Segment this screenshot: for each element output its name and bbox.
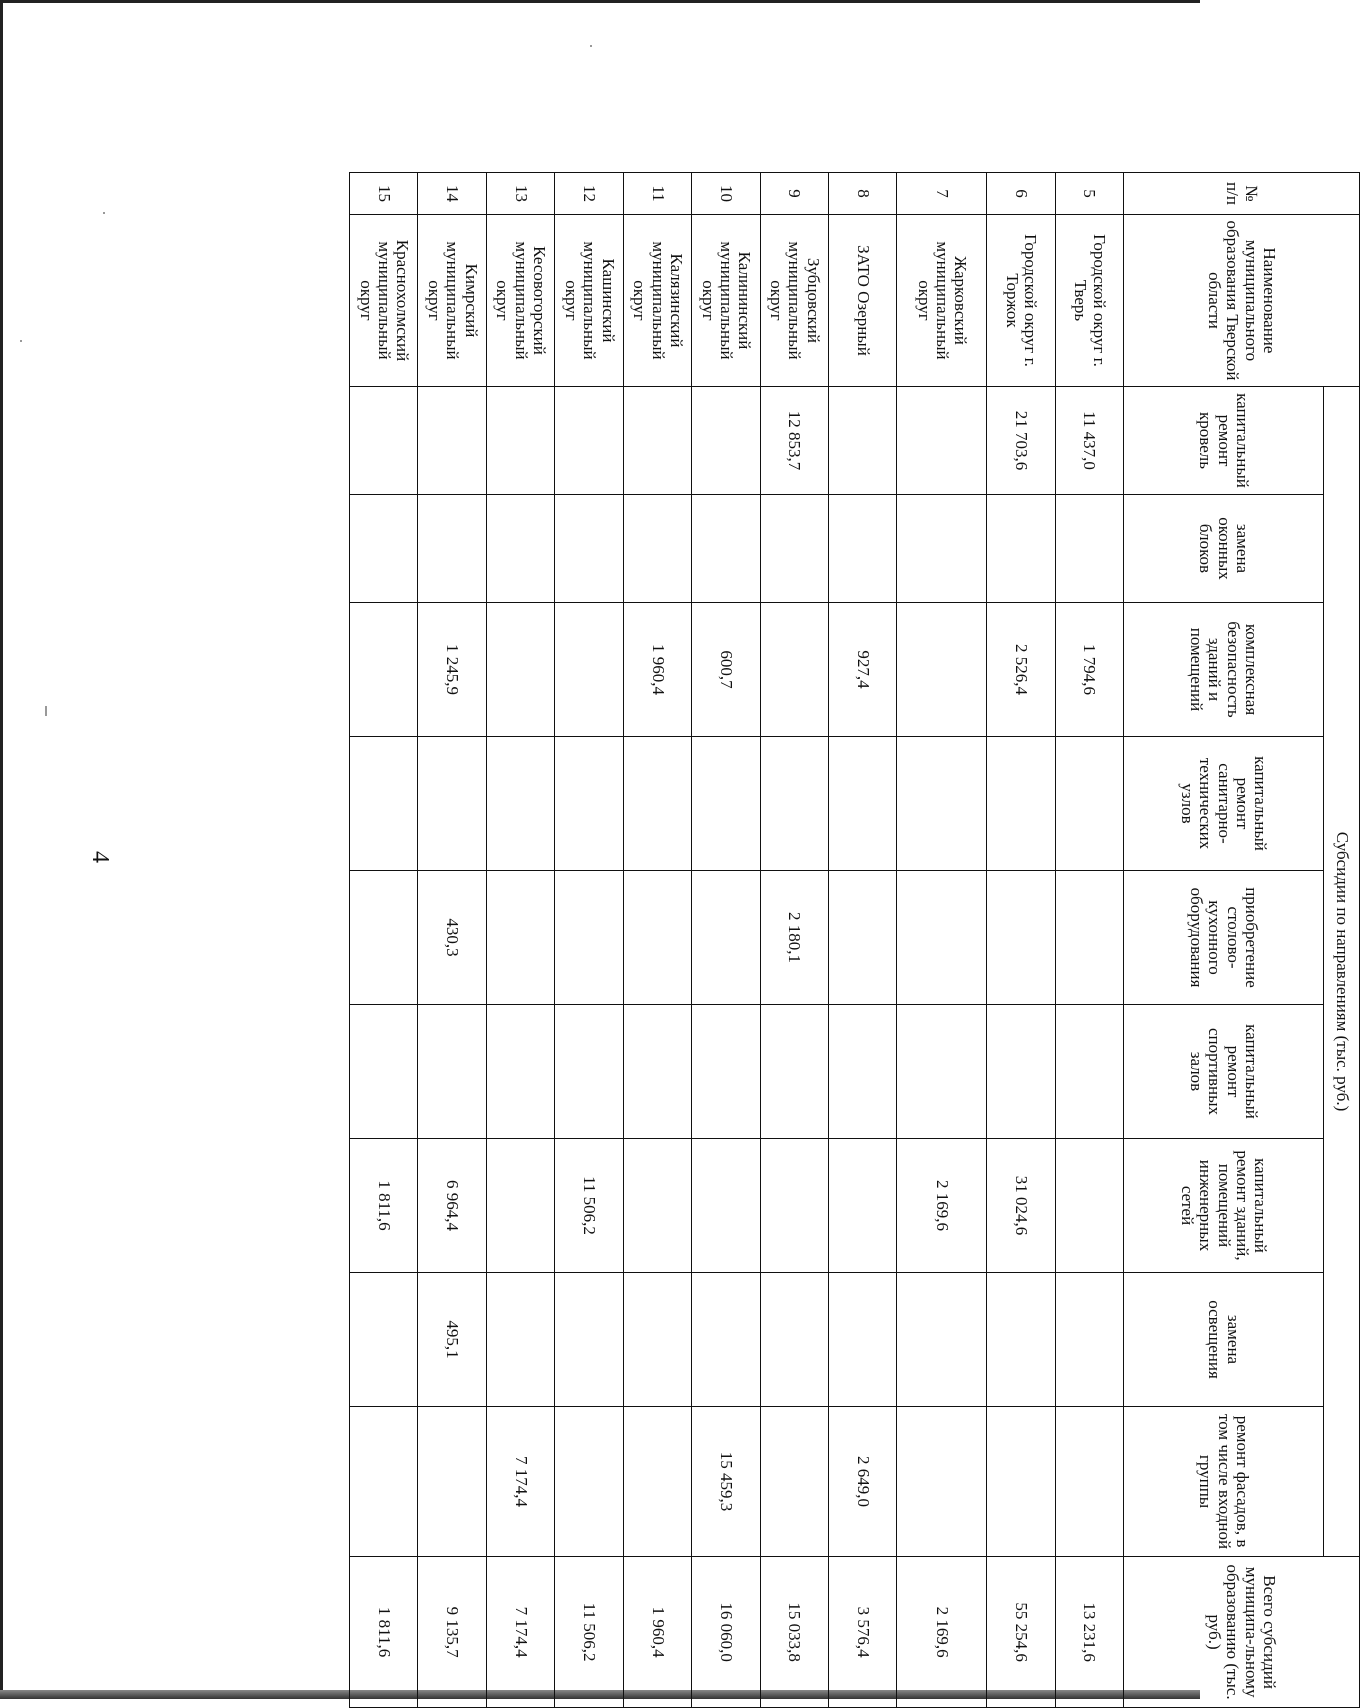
header-columns-row (1124, 173, 1324, 1708)
subsidy-total: 55 254,6 (987, 1557, 1055, 1708)
subsidy-value: 11 506,2 (555, 1139, 623, 1273)
subsidy-value (1055, 1407, 1123, 1557)
subsidy-value (987, 1273, 1055, 1407)
header-column: капитальный ремонт кровель (1124, 387, 1324, 495)
subsidy-value (623, 1407, 691, 1557)
subsidy-value (1055, 737, 1123, 871)
subsidy-value (350, 387, 418, 495)
subsidy-value: 2 180,1 (760, 871, 828, 1005)
header-subsidies-group: Субсидии по направлениям (тыс. руб.) (1324, 387, 1360, 1557)
subsidy-value (555, 1005, 623, 1139)
subsidy-value (987, 1407, 1055, 1557)
table-row (987, 173, 1055, 1708)
subsidy-value: 15 459,3 (692, 1407, 760, 1557)
subsidy-value: 1 794,6 (1055, 603, 1123, 737)
table-row (829, 173, 897, 1708)
subsidy-value (350, 871, 418, 1005)
subsidy-value: 11 437,0 (1055, 387, 1123, 495)
subsidy-value (486, 737, 554, 871)
subsidy-value (350, 495, 418, 603)
subsidy-value (418, 495, 486, 603)
subsidy-value (418, 737, 486, 871)
subsidy-total: 3 576,4 (829, 1557, 897, 1708)
header-column: замена оконных блоков (1124, 495, 1324, 603)
subsidy-value (760, 1005, 828, 1139)
header-name: Наименование муниципального образования Тверской области (1124, 215, 1360, 387)
row-number: 15 (350, 173, 418, 215)
subsidy-value (897, 603, 987, 737)
subsidy-total: 15 033,8 (760, 1557, 828, 1708)
subsidy-value (829, 1273, 897, 1407)
table-row (623, 173, 691, 1708)
subsidy-value (555, 871, 623, 1005)
header-column: приобретение столово-кухонного оборудования (1124, 871, 1324, 1005)
subsidy-value (897, 495, 987, 603)
subsidy-total: 16 060,0 (692, 1557, 760, 1708)
subsidy-value (623, 387, 691, 495)
municipality-name: Жарковский муниципальный округ (897, 215, 987, 387)
subsidy-value (486, 603, 554, 737)
subsidy-value: 21 703,6 (987, 387, 1055, 495)
subsidy-value (418, 1005, 486, 1139)
subsidy-value (1055, 871, 1123, 1005)
subsidy-value (897, 1273, 987, 1407)
subsidy-value (829, 387, 897, 495)
subsidy-value (692, 1273, 760, 1407)
subsidy-value (350, 1273, 418, 1407)
row-number: 13 (486, 173, 554, 215)
subsidy-value: 12 853,7 (760, 387, 828, 495)
subsidy-value (987, 1005, 1055, 1139)
subsidy-value (760, 737, 828, 871)
header-total: Всего субсидий муниципа-льному образованию (тыс. руб.) (1124, 1557, 1360, 1708)
subsidy-total: 7 174,4 (486, 1557, 554, 1708)
subsidy-value (1055, 1005, 1123, 1139)
subsidy-value (486, 495, 554, 603)
municipality-name: Кашинский муниципальный округ (555, 215, 623, 387)
table-row (486, 173, 554, 1708)
subsidy-value (829, 495, 897, 603)
subsidy-value (350, 1407, 418, 1557)
header-column: капитальный ремонт спортивных залов (1124, 1005, 1324, 1139)
subsidy-value (1055, 1139, 1123, 1273)
subsidy-value (623, 737, 691, 871)
subsidy-total: 11 506,2 (555, 1557, 623, 1708)
subsidy-value (692, 871, 760, 1005)
subsidy-value: 430,3 (418, 871, 486, 1005)
subsidy-value (486, 871, 554, 1005)
subsidy-value (897, 1407, 987, 1557)
subsidy-value (829, 1005, 897, 1139)
subsidy-value (623, 495, 691, 603)
municipality-name: Краснохолмский муниципальный округ (350, 215, 418, 387)
header-column: капитальный ремонт зданий, помещений инженерных сетей (1124, 1139, 1324, 1273)
row-number: 6 (987, 173, 1055, 215)
table-body (350, 173, 1124, 1708)
row-number: 8 (829, 173, 897, 215)
header-number: № п/п (1124, 173, 1360, 215)
subsidy-value: 927,4 (829, 603, 897, 737)
subsidy-value (418, 387, 486, 495)
subsidy-value (486, 1139, 554, 1273)
municipality-name: Кимрский муниципальный округ (418, 215, 486, 387)
municipality-name: Калининский муниципальный округ (692, 215, 760, 387)
subsidy-value (760, 1407, 828, 1557)
scan-speck (103, 212, 105, 214)
subsidy-value (987, 737, 1055, 871)
table-row (760, 173, 828, 1708)
subsidy-value (350, 737, 418, 871)
subsidy-value (897, 737, 987, 871)
page-number: 4 (87, 851, 113, 863)
subsidy-value (692, 495, 760, 603)
subsidies-table (349, 172, 1360, 1708)
subsidy-value (987, 495, 1055, 603)
row-number: 5 (1055, 173, 1123, 215)
subsidy-total: 13 231,6 (1055, 1557, 1123, 1708)
subsidy-value (623, 1139, 691, 1273)
subsidy-value (692, 1139, 760, 1273)
row-number: 12 (555, 173, 623, 215)
subsidy-value (897, 871, 987, 1005)
row-number: 11 (623, 173, 691, 215)
subsidy-value: 1 960,4 (623, 603, 691, 737)
subsidy-value: 1 811,6 (350, 1139, 418, 1273)
subsidy-total: 1 811,6 (350, 1557, 418, 1708)
header-column: замена освещения (1124, 1273, 1324, 1407)
subsidy-total: 9 135,7 (418, 1557, 486, 1708)
subsidy-value: 2 169,6 (897, 1139, 987, 1273)
subsidy-value (623, 871, 691, 1005)
header-column: комплексная безопасность зданий и помещений (1124, 603, 1324, 737)
subsidy-value (760, 495, 828, 603)
header-column: капитальный ремонт санитарно-технических узлов (1124, 737, 1324, 871)
row-number: 10 (692, 173, 760, 215)
subsidy-value (555, 387, 623, 495)
subsidy-total: 1 960,4 (623, 1557, 691, 1708)
municipality-name: Зубцовский муниципальный округ (760, 215, 828, 387)
subsidy-value (760, 603, 828, 737)
rotated-table-container (349, 172, 1360, 1707)
subsidy-value (692, 1005, 760, 1139)
table-row (418, 173, 486, 1708)
municipality-name: Калязинский муниципальный округ (623, 215, 691, 387)
municipality-name: Городской округ г. Тверь (1055, 215, 1123, 387)
subsidy-value: 6 964,4 (418, 1139, 486, 1273)
header-column: ремонт фасадов, в том числе входной группы (1124, 1407, 1324, 1557)
subsidy-value: 495,1 (418, 1273, 486, 1407)
scan-speck (590, 45, 592, 47)
subsidy-total: 2 169,6 (897, 1557, 987, 1708)
table-row (555, 173, 623, 1708)
row-number: 14 (418, 173, 486, 215)
subsidy-value (692, 387, 760, 495)
row-number: 7 (897, 173, 987, 215)
subsidy-value: 600,7 (692, 603, 760, 737)
subsidy-value: 2 649,0 (829, 1407, 897, 1557)
subsidy-value (555, 737, 623, 871)
subsidy-value (829, 1139, 897, 1273)
subsidy-value (829, 737, 897, 871)
table-row (1055, 173, 1123, 1708)
subsidy-value (555, 603, 623, 737)
subsidy-value (555, 1273, 623, 1407)
subsidy-value: 31 024,6 (987, 1139, 1055, 1273)
subsidy-value: 2 526,4 (987, 603, 1055, 737)
subsidy-value (897, 1005, 987, 1139)
subsidy-value (555, 1407, 623, 1557)
subsidy-value (555, 495, 623, 603)
subsidy-value (897, 387, 987, 495)
subsidy-value: 7 174,4 (486, 1407, 554, 1557)
subsidy-value (692, 737, 760, 871)
row-number: 9 (760, 173, 828, 215)
subsidy-value (760, 1139, 828, 1273)
subsidy-value (350, 1005, 418, 1139)
scan-edge-left (0, 0, 3, 1699)
subsidy-value (350, 603, 418, 737)
subsidy-value (829, 871, 897, 1005)
municipality-name: ЗАТО Озерный (829, 215, 897, 387)
subsidy-value (760, 1273, 828, 1407)
subsidy-value (486, 1005, 554, 1139)
municipality-name: Кесовогорский муниципальный округ (486, 215, 554, 387)
subsidy-value (486, 387, 554, 495)
subsidy-value (987, 871, 1055, 1005)
subsidy-value (486, 1273, 554, 1407)
table-row (350, 173, 418, 1708)
subsidy-value (623, 1273, 691, 1407)
scan-speck (20, 340, 22, 342)
municipality-name: Городской округ г. Торжок (987, 215, 1055, 387)
scan-speck (45, 706, 47, 716)
subsidy-value (1055, 495, 1123, 603)
table-row (897, 173, 987, 1708)
subsidy-value (418, 1407, 486, 1557)
subsidy-value: 1 245,9 (418, 603, 486, 737)
subsidy-value (623, 1005, 691, 1139)
scan-edge-top (0, 0, 1200, 3)
subsidy-value (1055, 1273, 1123, 1407)
table-row (692, 173, 760, 1708)
